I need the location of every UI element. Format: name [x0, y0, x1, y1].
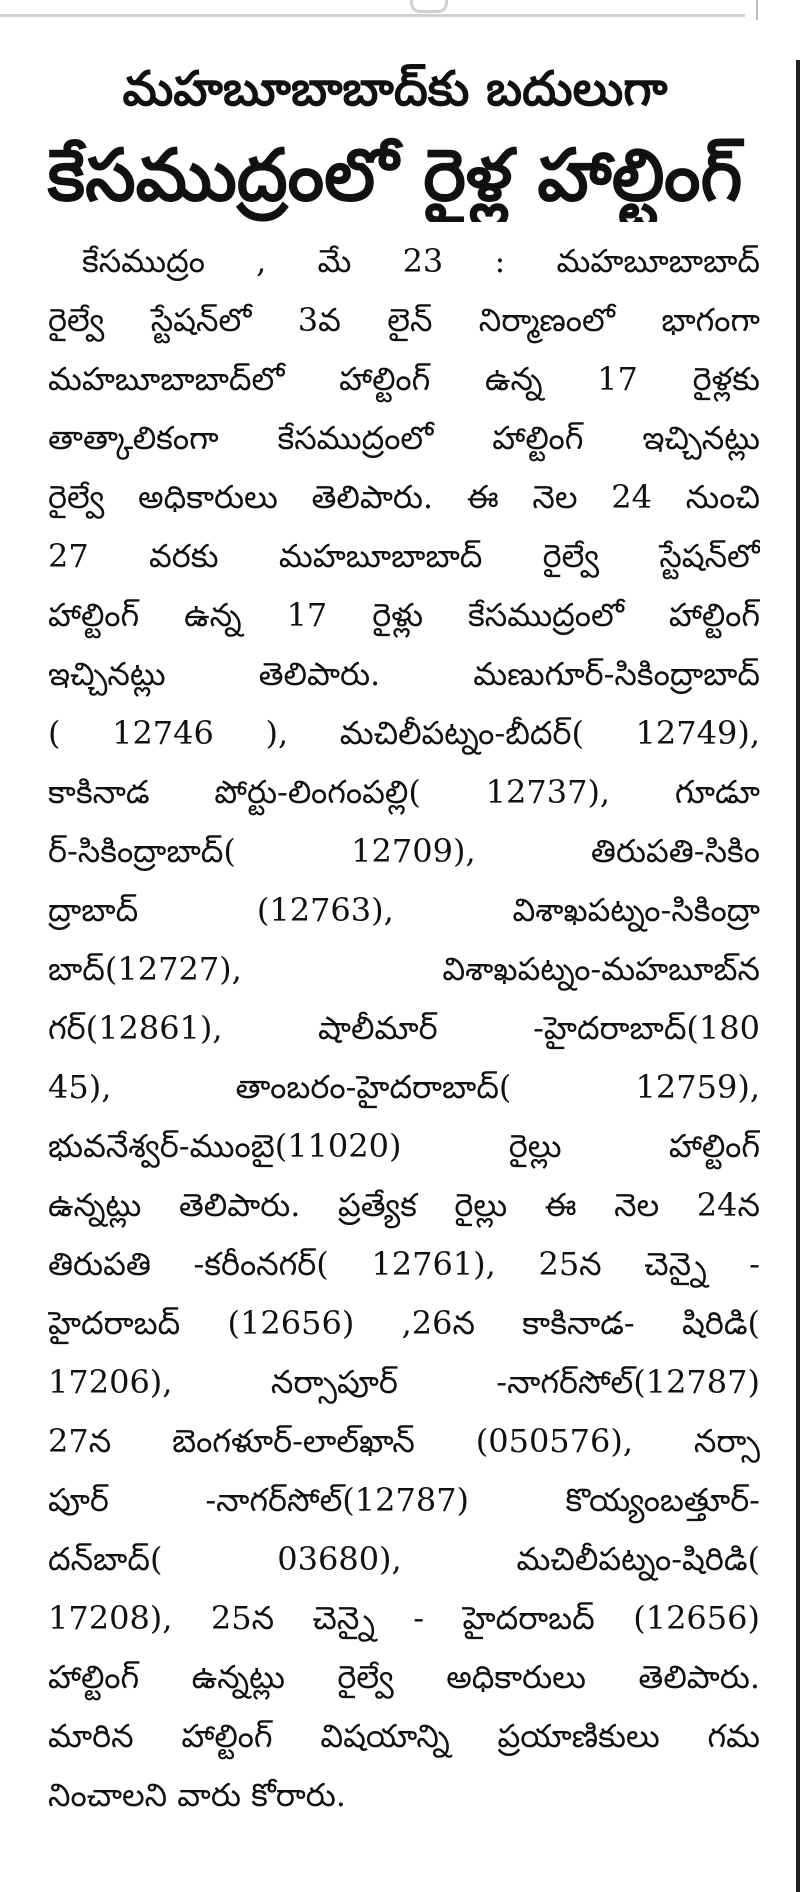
article-body-line: హాల్టింగ్ ఉన్న 17 రైళ్లు కేసముద్రంలో హాల్టింగ్ [48, 596, 760, 634]
article-body-line: పూర్ -నాగర్‌సోల్(12787) కొయ్యంబత్తూర్- [48, 1481, 760, 1519]
article-body-line: 27న బెంగళూర్-లాల్‌ఖాన్ (050576), నర్సా [48, 1422, 760, 1460]
article-body-line: ద్రాబాద్ (12763), విశాఖపట్నం-సికింద్రా [48, 891, 760, 929]
article-body-line: బాద్(12727), విశాఖపట్నం-మహబూబ్‌న [48, 950, 760, 988]
article-body-line: తిరుపతి -కరీంనగర్( 12761), 25న చెన్నై - [48, 1245, 760, 1283]
article-body-line: భువనేశ్వర్-ముంబై(11020) రైల్లు హాల్టింగ్ [48, 1127, 760, 1165]
article-body-line: తాత్కాలికంగా కేసముద్రంలో హాల్టింగ్ ఇచ్చినట్లు [48, 419, 760, 457]
article-body-line: 17206), నర్సాపూర్ -నాగర్‌సోల్(12787) [48, 1363, 760, 1401]
article-body-line: ర్-సికింద్రాబాద్( 12709), తిరుపతి-సికిం [48, 832, 760, 870]
article-body-line: కేసముద్రం , మే 23 : మహబూబాబాద్ [82, 242, 760, 280]
article-body-line: రైల్వే అధికారులు తెలిపారు. ఈ నెల 24 నుంచి [48, 478, 760, 516]
article-body-line: నించాలని వారు కోరారు. [48, 1776, 346, 1814]
article-body-line: హైదరాబద్ (12656) ,26న కాకినాడ- షిరిడి( [48, 1304, 760, 1342]
article-body-line: రైల్వే స్టేషన్‌లో 3వ లైన్ నిర్మాణంలో భాగంగా [48, 301, 760, 339]
article-body-line: ఇచ్చినట్లు తెలిపారు. మణుగూర్-సికింద్రాబాద్ [48, 655, 760, 693]
article-body-line: గర్(12861), షాలీమార్ -హైదరాబాద్(180 [48, 1009, 760, 1047]
article-body-line: ఉన్నట్లు తెలిపారు. ప్రత్యేక రైల్లు ఈ నెల 24న [48, 1186, 760, 1224]
article-body-line: 17208), 25న చెన్నై - హైదరాబద్ (12656) [48, 1599, 760, 1637]
article-body-line: మారిన హాల్టింగ్ విషయాన్ని ప్రయాణికులు గమ [48, 1717, 760, 1755]
article-body-line: 45), తాంబరం-హైదరాబాద్( 12759), [48, 1068, 760, 1106]
article-body-line: మహబూబాబాద్‌లో హాల్టింగ్ ఉన్న 17 రైళ్లకు [48, 360, 760, 398]
article-headline: కేసముద్రంలో రైళ్ల హాల్టింగ్ [47, 133, 743, 217]
article-body-line: దన్‌బాద్( 03680), మచిలీపట్నం-షిరిడి( [48, 1540, 760, 1578]
column-right-border [796, 60, 800, 1892]
article-body-line: హాల్టింగ్ ఉన్నట్లు రైల్వే అధికారులు తెలిపారు. [48, 1658, 760, 1696]
article-kicker: మహబూబాబాద్‌కు బదులుగా [122, 61, 668, 117]
article-body [48, 232, 760, 1852]
article-body-line: 27 వరకు మహబూబాబాద్ రైల్వే స్టేషన్‌లో [48, 537, 760, 575]
article-body-line: కాకినాడ పోర్టు-లింగంపల్లి( 12737), గూడూ [48, 773, 760, 811]
article-body-line: ( 12746 ), మచిలీపట్నం-బీదర్( 12749), [48, 714, 760, 752]
